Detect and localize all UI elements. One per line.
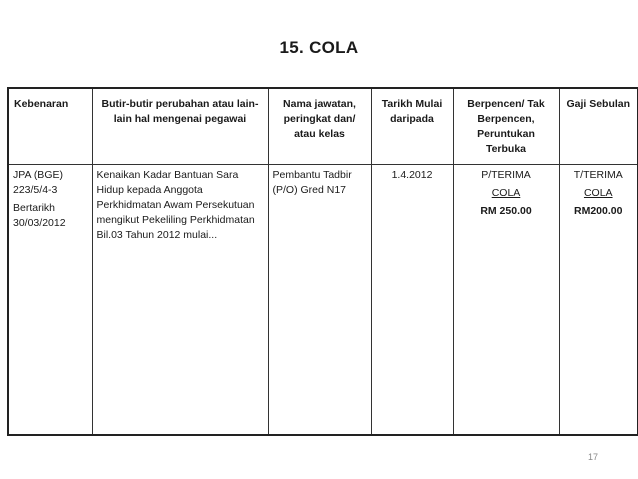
header-berpencen: Berpencen/ Tak Berpencen, Peruntukan Terbuka bbox=[453, 88, 559, 165]
kebenaran-ref: JPA (BGE) 223/5/4-3 bbox=[13, 169, 63, 196]
gaji-amount: RM200.00 bbox=[574, 205, 623, 217]
table-header-row bbox=[8, 88, 638, 165]
header-butir: Butir-butir perubahan atau lain-lain hal mengenai pegawai bbox=[92, 88, 268, 165]
gaji-line2: COLA bbox=[583, 187, 613, 199]
kebenaran-date: Bertarikh 30/03/2012 bbox=[13, 202, 66, 229]
page-number: 17 bbox=[588, 452, 599, 462]
cell-butir: Kenaikan Kadar Bantuan Sara Hidup kepada Anggota Perkhidmatan Awam Persekutuan mengikut Pekeliling Perkhidmatan Bil.03 Tahun 2012 mulai... bbox=[92, 165, 268, 436]
header-kebenaran: Kebenaran bbox=[8, 88, 92, 165]
header-tarikh: Tarikh Mulai daripada bbox=[371, 88, 453, 165]
cell-gaji bbox=[559, 165, 638, 436]
gaji-line1: T/TERIMA bbox=[573, 169, 623, 181]
cell-tarikh: 1.4.2012 bbox=[371, 165, 453, 436]
cola-table bbox=[7, 87, 638, 436]
pencen-line1: P/TERIMA bbox=[481, 169, 531, 181]
pencen-line2: COLA bbox=[491, 187, 521, 199]
header-nama-jawatan: Nama jawatan, peringkat dan/ atau kelas bbox=[268, 88, 371, 165]
cell-kebenaran bbox=[8, 165, 92, 436]
cell-jawatan: Pembantu Tadbir (P/O) Gred N17 bbox=[268, 165, 371, 436]
cell-berpencen bbox=[453, 165, 559, 436]
table-row bbox=[8, 165, 638, 436]
pencen-amount: RM 250.00 bbox=[480, 205, 532, 217]
page-title: 15. COLA bbox=[279, 38, 359, 57]
header-gaji: Gaji Sebulan bbox=[559, 88, 638, 165]
